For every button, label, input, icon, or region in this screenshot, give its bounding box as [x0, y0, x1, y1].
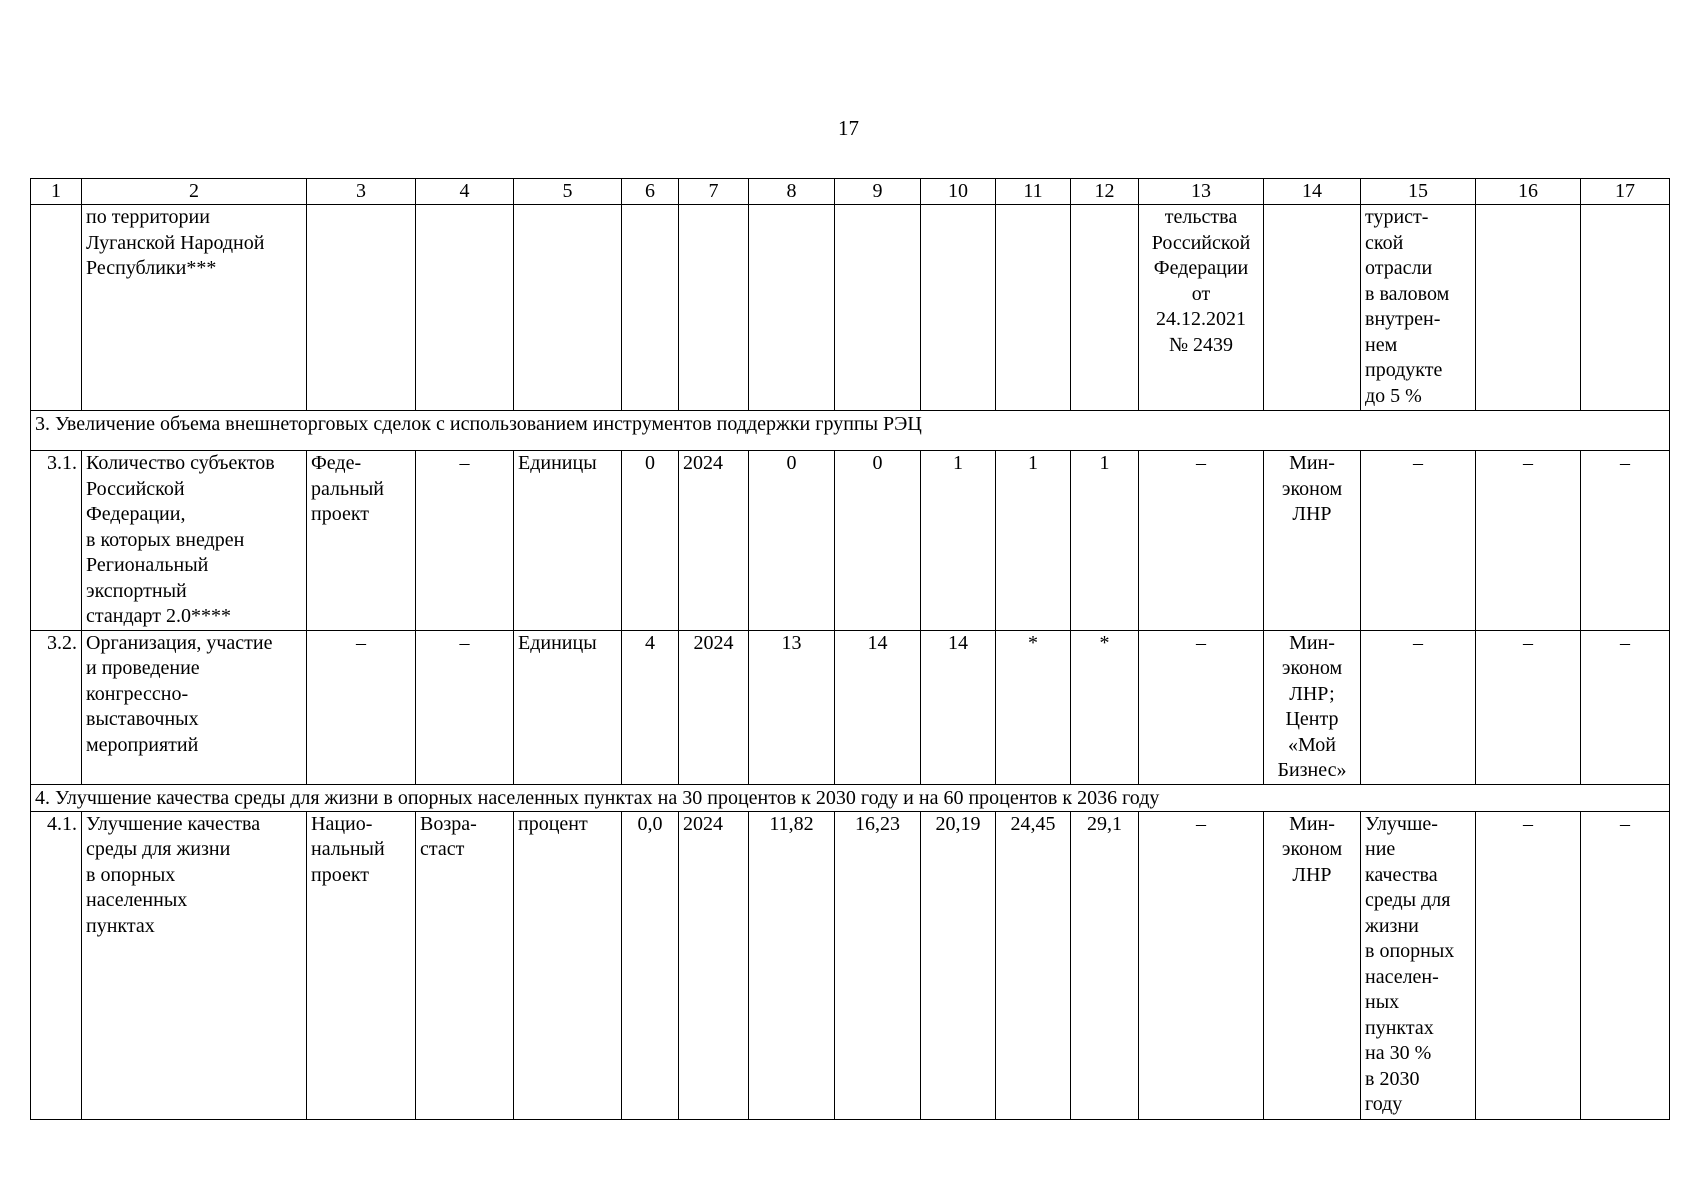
value-cell: –: [1476, 630, 1581, 784]
cell-empty: [1476, 205, 1581, 411]
indicator-level: Феде- ральный проект: [307, 451, 416, 631]
section-title: 3. Увеличение объема внешнеторговых сделок с использованием инструментов поддержки группы РЭЦ: [31, 411, 1670, 451]
column-number: 16: [1476, 179, 1581, 205]
column-number: 7: [679, 179, 749, 205]
section-row: [31, 411, 1670, 451]
cell-empty: [996, 205, 1071, 411]
column-number: 1: [31, 179, 82, 205]
value-cell: –: [1581, 451, 1670, 631]
base-year: 2024: [679, 811, 749, 1119]
cell-empty: [514, 205, 622, 411]
column-number-row: [31, 179, 1670, 205]
section-title: 4. Улучшение качества среды для жизни в опорных населенных пунктах на 30 процентов к 2030 году и на 60 процентов к 2036 году: [31, 784, 1670, 811]
column-number: 4: [416, 179, 514, 205]
value-cell: –: [1476, 451, 1581, 631]
base-year: 2024: [679, 630, 749, 784]
indicator-name: Улучшение качества среды для жизни в опорных населенных пунктах: [82, 811, 307, 1119]
goal-link: –: [1361, 451, 1476, 631]
goal-link: Улучше- ние качества среды для жизни в опорных населен- ных пунктах на 30 % в 2030 году: [1361, 811, 1476, 1119]
row-number: 4.1.: [31, 811, 82, 1119]
value-cell: –: [1581, 630, 1670, 784]
cell-empty: [679, 205, 749, 411]
column-number: 12: [1071, 179, 1139, 205]
cell-empty: [835, 205, 921, 411]
legal-basis: –: [1139, 811, 1264, 1119]
goal-link: турист- ской отрасли в валовом внутрен- нем продукте до 5 %: [1361, 205, 1476, 411]
cell-empty: [307, 205, 416, 411]
value-cell: 24,45: [996, 811, 1071, 1119]
column-number: 2: [82, 179, 307, 205]
page-number: 17: [838, 116, 859, 140]
table-row: [31, 811, 1670, 1119]
section-row: [31, 784, 1670, 811]
base-value: 0,0: [622, 811, 679, 1119]
base-value: 4: [622, 630, 679, 784]
value-cell: 16,23: [835, 811, 921, 1119]
cell-empty: [416, 205, 514, 411]
cell-empty: [1581, 205, 1670, 411]
indicator-name: по территории Луганской Народной Республики***: [82, 205, 307, 411]
column-number: 8: [749, 179, 835, 205]
responsible: Мин- эконом ЛНР: [1264, 811, 1361, 1119]
value-cell: 14: [835, 630, 921, 784]
row-number: 3.2.: [31, 630, 82, 784]
column-number: 13: [1139, 179, 1264, 205]
cell-empty: [1071, 205, 1139, 411]
continuation-row: [31, 205, 1670, 411]
indicator-name: Организация, участие и проведение конгрессно- выставочных мероприятий: [82, 630, 307, 784]
indicator-name: Количество субъектов Российской Федерации, в которых внедрен Региональный экспортный стандарт 2.0****: [82, 451, 307, 631]
value-cell: 0: [749, 451, 835, 631]
unit: процент: [514, 811, 622, 1119]
column-number: 14: [1264, 179, 1361, 205]
cell-num: [31, 205, 82, 411]
column-number: 10: [921, 179, 996, 205]
value-cell: 1: [921, 451, 996, 631]
value-cell: *: [1071, 630, 1139, 784]
cell-empty: [1264, 205, 1361, 411]
value-cell: 20,19: [921, 811, 996, 1119]
value-cell: 1: [996, 451, 1071, 631]
table-row: [31, 451, 1670, 631]
base-value: 0: [622, 451, 679, 631]
value-cell: *: [996, 630, 1071, 784]
value-cell: 14: [921, 630, 996, 784]
indicator-level: Нацио- нальный проект: [307, 811, 416, 1119]
indicator-attribute: –: [416, 451, 514, 631]
column-number: 11: [996, 179, 1071, 205]
legal-basis: –: [1139, 630, 1264, 784]
base-year: 2024: [679, 451, 749, 631]
value-cell: –: [1476, 811, 1581, 1119]
responsible: Мин- эконом ЛНР; Центр «Мой Бизнес»: [1264, 630, 1361, 784]
responsible: Мин- эконом ЛНР: [1264, 451, 1361, 631]
column-number: 6: [622, 179, 679, 205]
column-number: 9: [835, 179, 921, 205]
value-cell: –: [1581, 811, 1670, 1119]
indicator-attribute: –: [416, 630, 514, 784]
goal-link: –: [1361, 630, 1476, 784]
indicators-table: [30, 178, 1670, 1120]
indicator-attribute: Возра- стаст: [416, 811, 514, 1119]
cell-empty: [622, 205, 679, 411]
legal-basis: –: [1139, 451, 1264, 631]
cell-empty: [749, 205, 835, 411]
table-row: [31, 630, 1670, 784]
indicator-level: –: [307, 630, 416, 784]
row-number: 3.1.: [31, 451, 82, 631]
legal-basis: тельства Российской Федерации от 24.12.2021 № 2439: [1139, 205, 1264, 411]
column-number: 3: [307, 179, 416, 205]
value-cell: 1: [1071, 451, 1139, 631]
column-number: 17: [1581, 179, 1670, 205]
value-cell: 11,82: [749, 811, 835, 1119]
column-number: 15: [1361, 179, 1476, 205]
value-cell: 29,1: [1071, 811, 1139, 1119]
cell-empty: [921, 205, 996, 411]
unit: Единицы: [514, 451, 622, 631]
column-number: 5: [514, 179, 622, 205]
value-cell: 13: [749, 630, 835, 784]
unit: Единицы: [514, 630, 622, 784]
value-cell: 0: [835, 451, 921, 631]
